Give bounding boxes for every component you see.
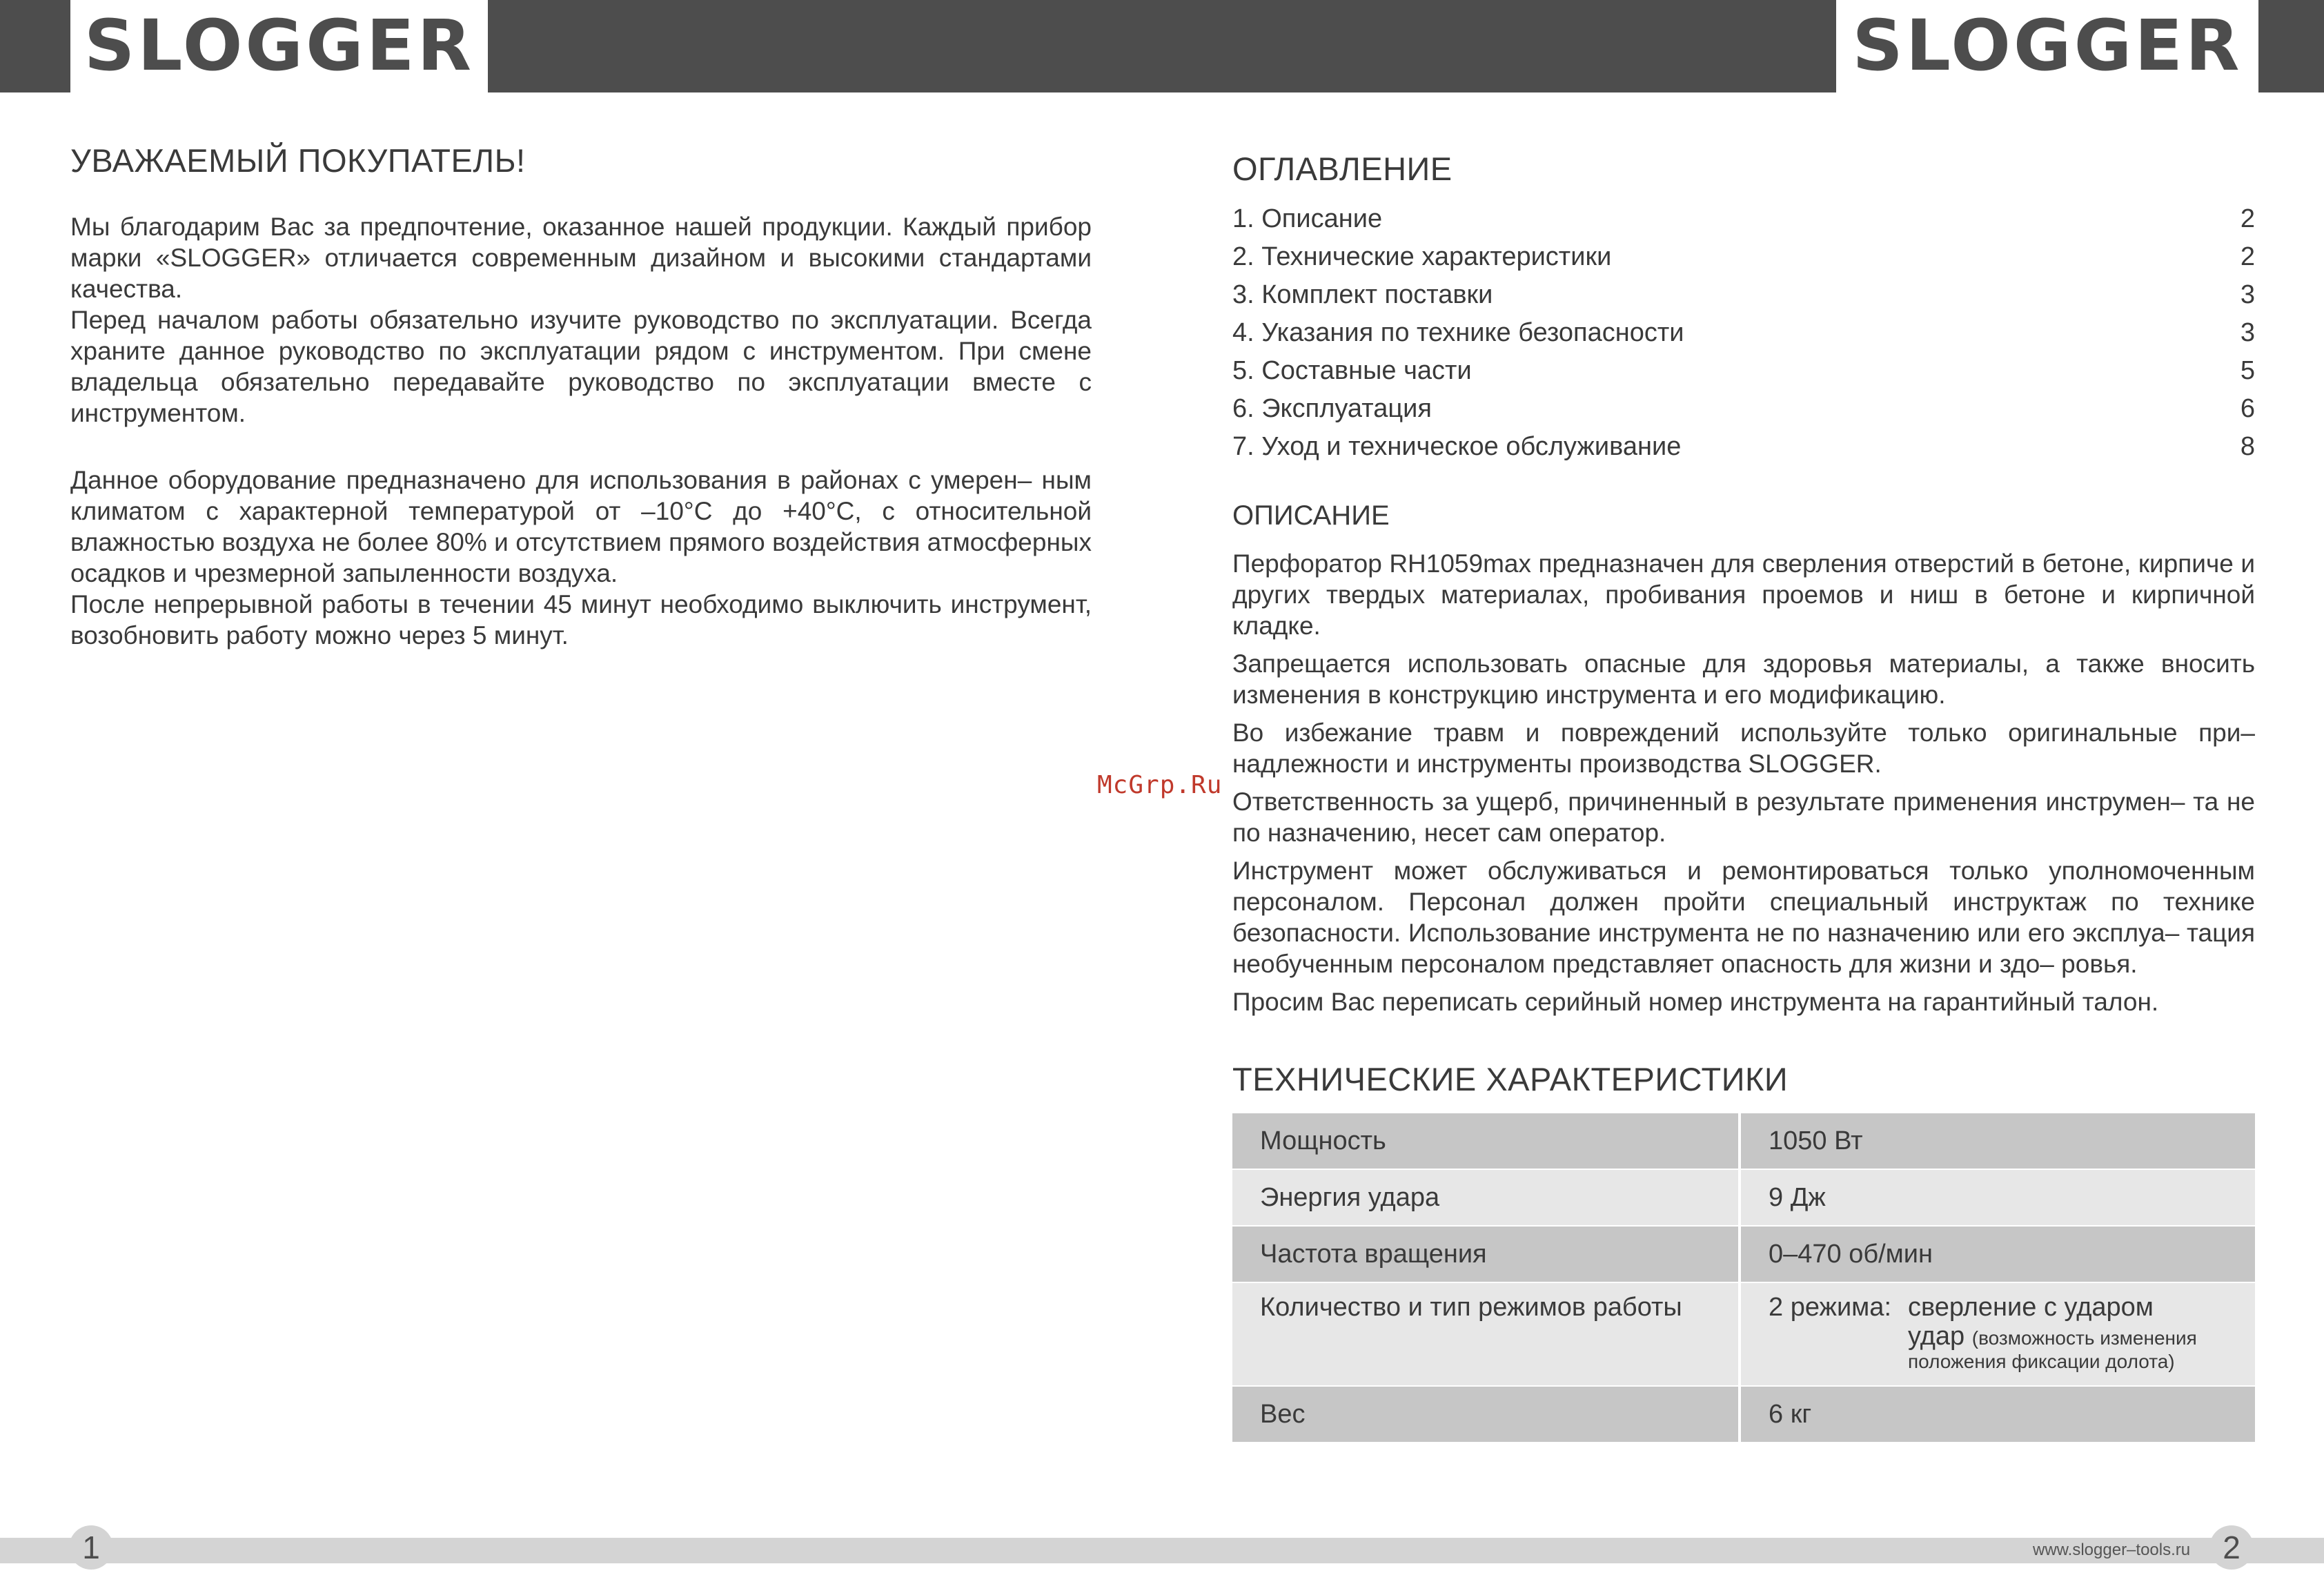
toc-item-label: 3. Комплект поставки	[1232, 280, 1493, 309]
toc-title: ОГЛАВЛЕНИЕ	[1232, 150, 1452, 187]
toc-list	[1232, 200, 2255, 466]
description-paragraph-2: Запрещается использовать опасные для здоровья материалы, а также вносить изменения в конструкцию инструмента и его модификацию.	[1232, 649, 2255, 709]
page-number-left: 1	[69, 1525, 113, 1570]
right-page	[1232, 141, 2255, 1442]
description-paragraph-5: Инструмент может обслуживаться и ремонтироваться только уполномоченным персоналом. Персонал должен пройти специальный инструктаж по технике безопасности. Использование инструмента не по назначению или его эксплуа– тация необученным персоналом представляет опасность для жизни и здо– ровья.	[1232, 857, 2255, 978]
spec-value-speed: 0–470 об/мин	[1740, 1226, 2255, 1282]
brand-logo-right	[1836, 0, 2258, 92]
table-row	[1232, 1386, 2255, 1442]
toc-item-page: 3	[2240, 280, 2255, 309]
spec-label-power: Мощность	[1232, 1113, 1740, 1169]
table-row	[1232, 1226, 2255, 1282]
spec-value-power: 1050 Вт	[1740, 1113, 2255, 1169]
mode-drill-hammer: сверление с ударом	[1908, 1293, 2154, 1322]
toc-item-page: 3	[2240, 318, 2255, 347]
toc-item-label: 7. Уход и техническое обслуживание	[1232, 432, 1682, 461]
spec-label-speed: Частота вращения	[1232, 1226, 1740, 1282]
toc-item-page: 5	[2240, 356, 2255, 385]
toc-item[interactable]	[1232, 352, 2255, 390]
description-paragraph-1: Перфоратор RH1059max предназначен для сверления отверстий в бетоне, кирпиче и других твердых материалах, пробивания проемов и ниш в бетоне и кирпичной кладке.	[1232, 549, 2255, 640]
toc-item[interactable]	[1232, 390, 2255, 428]
website-url[interactable]: www.slogger–tools.ru	[2033, 1541, 2191, 1559]
mode-hammer-note-b: положения фиксации долота)	[1908, 1351, 2175, 1372]
toc-item[interactable]	[1232, 314, 2255, 352]
toc-item[interactable]	[1232, 238, 2255, 276]
toc-item-page: 6	[2240, 394, 2255, 423]
brand-logo-left	[70, 0, 488, 92]
brand-logo-right-text: SLOGGER	[1852, 5, 2243, 87]
table-row	[1232, 1113, 2255, 1169]
spec-label-impact: Энергия удара	[1232, 1169, 1740, 1226]
intro-paragraph-4: После непрерывной работы в течении 45 минут необходимо выключить инструмент, возобновить работу можно через 5 минут.	[70, 590, 1092, 649]
footer-bar	[0, 1538, 2324, 1563]
greeting-title: УВАЖАЕМЫЙ ПОКУПАТЕЛЬ!	[70, 142, 526, 179]
mode-hammer-note-a: (возможность изменения	[1971, 1327, 2197, 1349]
brand-logo-left-text: SLOGGER	[83, 5, 475, 87]
intro-paragraph-3: Данное оборудование предназначено для использования в районах с умерен– ным климатом с характерной температурой от –10°С до +40°С, с относительной влажностью воздуха не более 80% и отсутствием прямого воздействия атмосферных осадков и чрезмерной запыленности воздуха.	[70, 466, 1092, 587]
toc-item-label: 2. Технические характеристики	[1232, 242, 1612, 271]
toc-item-page: 8	[2240, 432, 2255, 461]
toc-item[interactable]	[1232, 428, 2255, 466]
spec-label-modes: Количество и тип режимов работы	[1232, 1282, 1740, 1386]
toc-item-label: 5. Составные части	[1232, 356, 1472, 385]
toc-item-label: 4. Указания по технике безопасности	[1232, 318, 1684, 347]
spec-label-weight: Вес	[1232, 1386, 1740, 1442]
header-edge-left	[0, 0, 70, 92]
toc-item[interactable]	[1232, 276, 2255, 314]
description-paragraph-4: Ответственность за ущерб, причиненный в результате применения инструмен– та не по назначению, несет сам оператор.	[1232, 788, 2255, 847]
table-row	[1232, 1282, 2255, 1386]
table-row	[1232, 1169, 2255, 1226]
modes-count: 2 режима:	[1769, 1293, 1891, 1322]
intro-paragraph-2: Перед началом работы обязательно изучите руководство по эксплуатации. Всегда храните данное руководство по эксплуатации рядом с инструментом. При смене владельца обязательно передавайте руководство по эксплуатации вместе с инструментом.	[70, 306, 1092, 427]
page-number-right: 2	[2209, 1525, 2254, 1570]
toc-item-page: 2	[2240, 242, 2255, 271]
mode-hammer: удар	[1908, 1322, 1965, 1351]
description-title: ОПИСАНИЕ	[1232, 500, 1390, 531]
specs-table	[1232, 1113, 2255, 1442]
modes-detail	[1908, 1293, 2197, 1373]
spec-value-impact: 9 Дж	[1740, 1169, 2255, 1226]
spec-value-weight: 6 кг	[1740, 1386, 2255, 1442]
toc-item[interactable]	[1232, 200, 2255, 238]
left-page	[70, 141, 1092, 651]
description-paragraph-3: Во избежание травм и повреждений используйте только оригинальные при– надлежности и инструменты производства SLOGGER.	[1232, 719, 2255, 778]
toc-item-page: 2	[2240, 204, 2255, 233]
toc-item-label: 1. Описание	[1232, 204, 1383, 233]
watermark: McGrp.Ru	[1097, 771, 1223, 799]
specs-title: ТЕХНИЧЕСКИЕ ХАРАКТЕРИСТИКИ	[1232, 1061, 1789, 1097]
spec-value-modes	[1740, 1282, 2255, 1386]
description-paragraph-6: Просим Вас переписать серийный номер инструмента на гарантийный талон.	[1232, 988, 2159, 1016]
toc-item-label: 6. Эксплуатация	[1232, 394, 1432, 423]
intro-paragraph-1: Мы благодарим Вас за предпочтение, оказанное нашей продукции. Каждый прибор марки «SLOGGER» отличается современным дизайном и высокими стандартами качества.	[70, 213, 1092, 303]
header-edge-right	[2258, 0, 2324, 92]
